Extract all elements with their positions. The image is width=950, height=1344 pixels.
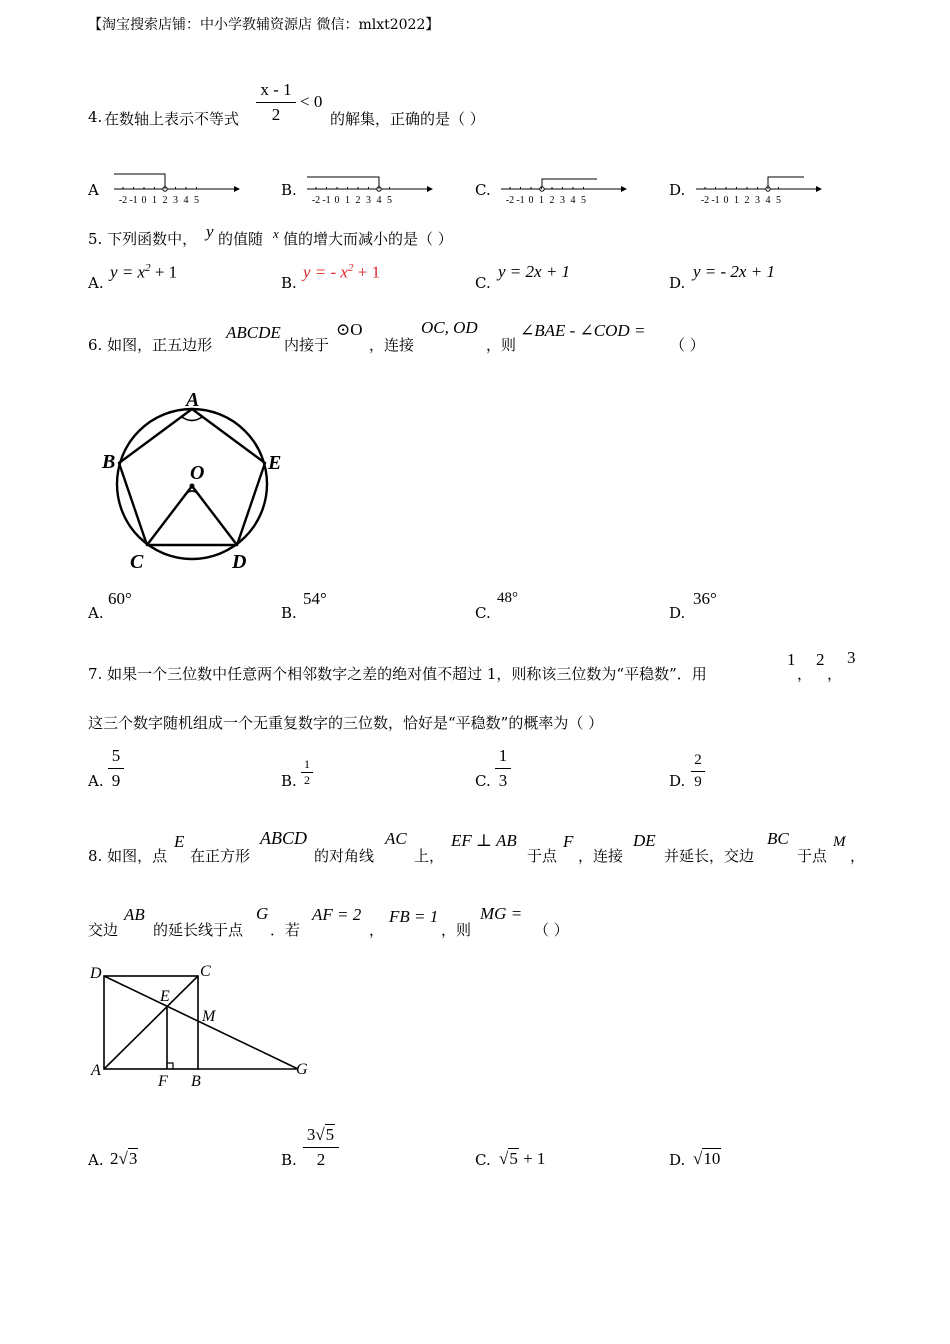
q8-text-5: 于点 (527, 847, 558, 865)
q6-label-e: E (268, 452, 282, 474)
q5-text: 5. 下列函数中， (88, 230, 198, 248)
q8-option-d: √10 (693, 1149, 721, 1168)
q8-ab: AB (124, 905, 145, 924)
q6-option-d-label: D. (669, 604, 686, 622)
q8-line2-b: 的延长线于点 (153, 921, 244, 939)
q5-option-c-label: C. (475, 274, 491, 292)
q8-perp: EF ⊥ AB (451, 831, 517, 850)
q7-option-d: 2 9 (691, 752, 705, 791)
tick-label: -1 (516, 195, 525, 206)
tick-label: 5 (776, 195, 781, 206)
tick-label: -2 (118, 195, 128, 206)
q6-text-4: ，则 (486, 336, 517, 354)
q8-af: AF = 2 (312, 905, 362, 924)
q8-text-1: 8. 如图，点 (88, 847, 168, 865)
tick-label: -1 (711, 195, 720, 206)
q7-option-a-label: A. (88, 772, 104, 790)
q6-text-5: （ ） (670, 336, 705, 354)
page-header: 【淘宝搜索店铺：中小学教辅资源店 微信：mlxt2022】 (88, 17, 440, 33)
q8-line2-f: （ ） (534, 921, 569, 939)
q8-point-f: F (563, 832, 574, 851)
q8-text-3: 的对角线 (314, 847, 375, 865)
q4-option-c-label: C. (475, 181, 491, 199)
q7-digit-3: 3 (847, 648, 856, 667)
q8-label-d: D (90, 965, 102, 982)
q6-ocod: OC, OD (421, 318, 478, 337)
q7-option-c-label: C. (475, 772, 491, 790)
q8-line2-c: ．若 (270, 921, 301, 939)
q8-text-2: 在正方形 (190, 847, 251, 865)
q8-label-g: G (296, 1061, 308, 1078)
q5-x: x (273, 226, 279, 241)
tick-label: 4 (765, 195, 771, 206)
q7-option-c: 1 3 (495, 746, 511, 791)
q8-label-m: M (202, 1008, 216, 1025)
q8-option-c: √5 + 1 (499, 1149, 546, 1168)
tick-label: 1 (539, 195, 544, 206)
q8-option-c-label: C. (475, 1151, 491, 1169)
q5-option-c: y = 2x + 1 (498, 262, 571, 281)
q4-numberline-a (110, 168, 240, 208)
tick-label: 1 (734, 195, 739, 206)
q8-option-b: 3√5 2 (303, 1125, 339, 1170)
tick-label: 3 (366, 195, 371, 206)
q7-option-d-label: D. (669, 772, 686, 790)
q8-line2-d: ， (369, 921, 385, 939)
tick-label: 0 (723, 195, 729, 206)
tick-label: 3 (560, 195, 565, 206)
tick-label: 1 (152, 195, 157, 206)
q6-text-2: 内接于 (284, 336, 330, 354)
q7-line-2: 这三个数字随机组成一个无重复数字的三位数，恰好是“平稳数”的概率为（ ） (88, 714, 604, 732)
tick-label: 5 (581, 195, 586, 206)
q8-option-a: 2√3 (110, 1149, 138, 1168)
tick-label: -1 (322, 195, 331, 206)
q6-pentagon-figure (96, 384, 306, 574)
q5-option-a-label: A. (88, 274, 104, 292)
q8-option-a-label: A. (88, 1151, 104, 1169)
q6-expression: ∠BAE - ∠COD = (520, 321, 646, 340)
q5-y: y (206, 222, 214, 241)
q5-option-b-label: B. (281, 274, 297, 292)
q8-point-g: G (256, 904, 269, 923)
q7-option-b: 1 2 (301, 758, 313, 787)
tick-label: -2 (505, 195, 515, 206)
q5-option-b: y = - $x^2 + 1$ (303, 262, 381, 282)
q8-text-8: 于点 (797, 847, 828, 865)
q8-option-b-label: B. (281, 1151, 297, 1169)
q7-line-1: 7. 如果一个三位数中任意两个相邻数字之差的绝对值不超过 1，则称该三位数为“平稳数”．用 (88, 665, 707, 683)
tick-label: 4 (570, 195, 576, 206)
q8-label-a: A (91, 1062, 101, 1079)
q4-numberline-d (692, 168, 822, 208)
tick-label: 0 (528, 195, 534, 206)
q6-label-a: A (186, 389, 200, 411)
q5-option-d: y = - 2x + 1 (693, 262, 775, 281)
tick-label: 0 (334, 195, 340, 206)
q8-de: DE (633, 831, 656, 850)
q6-option-a-label: A. (88, 604, 104, 622)
q4-numberline-c (497, 168, 627, 208)
tick-label: -2 (700, 195, 710, 206)
q8-text-4: 上， (414, 847, 445, 865)
q8-text-7: 并延长，交边 (664, 847, 755, 865)
q5-end: 值的增大而减小的是（ ） (283, 230, 453, 248)
q8-point-e: E (174, 832, 185, 851)
q8-line2-e: ，则 (441, 921, 472, 939)
q6-option-b: 54° (303, 589, 327, 608)
q7-digit-1: 1 (787, 650, 796, 669)
q6-label-b: B (102, 451, 116, 473)
q4-frac-den: 2 (271, 105, 281, 124)
q5-option-a: $y = x^2 + 1$ (110, 262, 178, 282)
tick-label: -2 (311, 195, 321, 206)
q6-option-c: 48° (497, 590, 518, 606)
q4-ticks-c (506, 187, 586, 206)
q5-mid: 的值随 (218, 230, 264, 248)
q8-bc: BC (767, 829, 789, 848)
q8-label-e: E (160, 988, 170, 1005)
q4-number: 4. (88, 108, 103, 126)
tick-label: 2 (355, 195, 361, 206)
q6-circle-o: ⊙O (336, 320, 363, 339)
tick-label: 2 (744, 195, 750, 206)
tick-label: 3 (173, 195, 178, 206)
q6-option-b-label: B. (281, 604, 297, 622)
tick-label: 3 (755, 195, 760, 206)
q6-label-c: C (130, 551, 144, 573)
tick-label: 0 (141, 195, 147, 206)
tick-label: 1 (345, 195, 350, 206)
q8-line2-a: 交边 (88, 921, 119, 939)
tick-label: 5 (387, 195, 392, 206)
q7-option-a: 5 9 (108, 746, 124, 791)
q8-square-figure (86, 960, 316, 1092)
q4-text: 在数轴上表示不等式 (104, 110, 240, 128)
q7-digit-2: 2 (816, 650, 825, 669)
q6-text-start: 6. 如图，正五边形 (88, 336, 213, 354)
tick-label: 5 (194, 195, 199, 206)
q8-fb: FB = 1 (389, 907, 439, 926)
tick-label: 4 (376, 195, 382, 206)
q6-option-c-label: C. (475, 604, 491, 622)
q8-point-m: M (833, 834, 846, 850)
q4-text-end: 的解集，正确的是（ ） (330, 110, 485, 128)
q7-option-b-label: B. (281, 772, 297, 790)
q4-ticks-a (119, 187, 199, 206)
q4-numberline-b (303, 168, 433, 208)
q7-comma-1: ， (797, 665, 813, 683)
q4-inequality: < 0 (300, 92, 323, 111)
q6-abcde: ABCDE (226, 323, 281, 342)
q8-label-b: B (191, 1073, 201, 1090)
q7-comma-2: ， (827, 665, 843, 683)
q6-text-3: ，连接 (369, 336, 415, 354)
tick-label: 4 (183, 195, 189, 206)
q8-mg: MG = (480, 904, 523, 923)
q4-option-b-label: B. (281, 181, 297, 199)
q4-option-d-label: D. (669, 181, 686, 199)
tick-label: 2 (549, 195, 555, 206)
q8-ac: AC (385, 829, 407, 848)
q4-option-a-label: A (88, 181, 99, 199)
q8-label-f: F (158, 1073, 168, 1090)
q8-text-6: ，连接 (578, 847, 624, 865)
q6-label-d: D (232, 551, 247, 573)
tick-label: -1 (129, 195, 138, 206)
q6-option-a: 60° (108, 589, 132, 608)
q6-option-d: 36° (693, 589, 717, 608)
q6-label-o: O (190, 462, 205, 484)
tick-label: 2 (162, 195, 168, 206)
q4-fraction (256, 80, 296, 125)
q5-option-d-label: D. (669, 274, 686, 292)
q8-text-9: ， (850, 847, 866, 865)
q8-option-d-label: D. (669, 1151, 686, 1169)
q8-label-c: C (200, 963, 211, 980)
q4-frac-num: x - 1 (260, 80, 292, 99)
q8-abcd: ABCD (260, 828, 307, 848)
